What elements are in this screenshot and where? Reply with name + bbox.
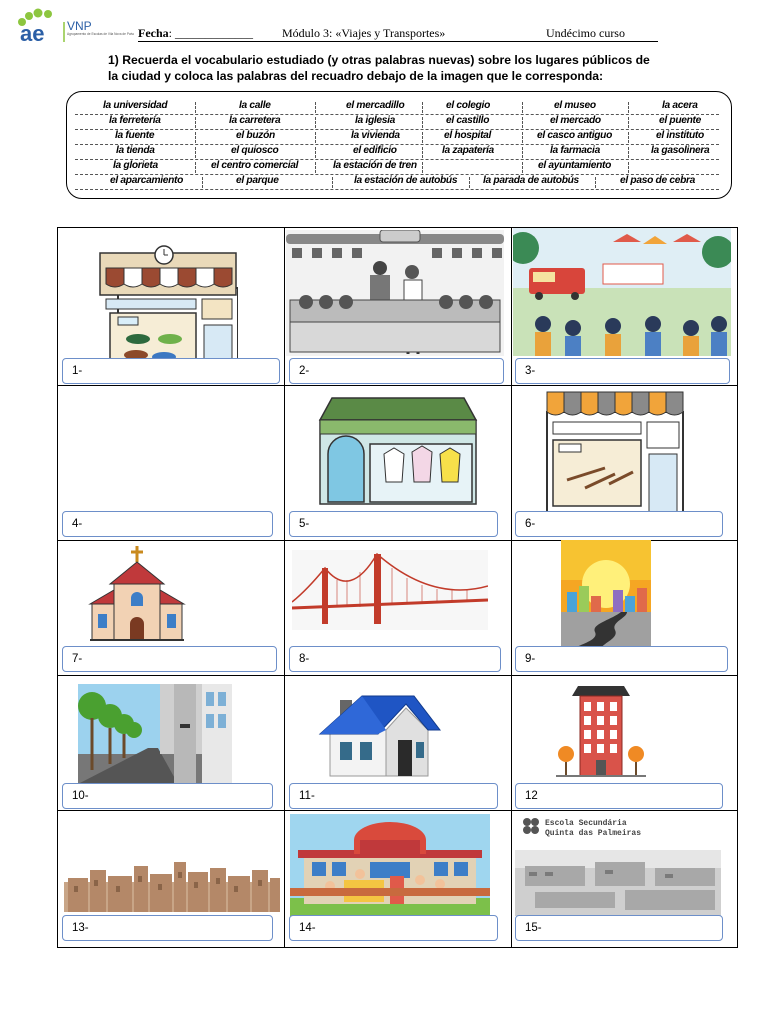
header-underline xyxy=(138,41,658,42)
answer-box-10[interactable]: 10- xyxy=(62,783,273,809)
answer-box-14[interactable]: 14- xyxy=(289,915,498,941)
logo-text: ae xyxy=(20,21,45,44)
answer-box-12[interactable]: 12 xyxy=(515,783,723,809)
course-name: Undécimo curso xyxy=(546,26,625,40)
vocabulary-word: el aparcamiento xyxy=(110,175,184,186)
school-logo xyxy=(14,8,134,44)
fecha-label: Fecha xyxy=(138,26,169,40)
vocabulary-word: el instituto xyxy=(656,130,704,141)
vocabulary-word: el hospital xyxy=(444,130,492,141)
vocabulary-separator xyxy=(195,102,196,113)
vocabulary-word: el casco antiguo xyxy=(537,130,613,141)
vocabulary-separator xyxy=(422,117,423,128)
answer-box-6[interactable]: 6- xyxy=(515,511,723,537)
logo-small: Agrupamento de Escolas de Vila Nova de Paiva xyxy=(67,32,134,36)
vocabulary-row xyxy=(75,145,719,160)
vocabulary-word: la calle xyxy=(239,100,271,111)
old-town-icon xyxy=(64,842,280,912)
vocabulary-word: la estación de tren xyxy=(333,160,417,171)
street-icon xyxy=(78,684,232,784)
vocabulary-separator xyxy=(469,177,470,188)
vocabulary-separator xyxy=(422,147,423,158)
instructions-line-1: 1) Recuerda el vocabulario estudiado (y otras palabras nuevas) sobre los lugares públicos de xyxy=(108,53,650,67)
vocabulary-separator xyxy=(315,132,316,143)
vocabulary-word: el edificio xyxy=(353,145,397,156)
vocabulary-word: la estación de autobús xyxy=(354,175,458,186)
vocabulary-separator xyxy=(522,132,523,143)
answer-box-4[interactable]: 4- xyxy=(62,511,273,537)
vocabulary-word: la parada de autobús xyxy=(483,175,579,186)
school-icon xyxy=(290,814,490,916)
vocabulary-separator xyxy=(202,177,203,188)
vocabulary-separator xyxy=(195,147,196,158)
answer-box-8[interactable]: 8- xyxy=(289,646,501,672)
vocabulary-word: el castillo xyxy=(446,115,490,126)
vocabulary-separator xyxy=(522,162,523,173)
vocabulary-word: el paso de cebra xyxy=(620,175,696,186)
vocabulary-separator xyxy=(628,102,629,113)
grid-row-divider xyxy=(58,385,737,386)
vocabulary-separator xyxy=(195,132,196,143)
vocabulary-word: la universidad xyxy=(103,100,168,111)
grid-col-divider xyxy=(284,228,285,947)
vocabulary-word: el mercadillo xyxy=(346,100,405,111)
vocabulary-separator xyxy=(628,147,629,158)
house-icon xyxy=(316,690,442,778)
vocabulary-separator xyxy=(422,102,423,113)
vocabulary-separator xyxy=(628,132,629,143)
photo-title-1: Escola Secundária xyxy=(545,819,627,828)
vocabulary-word: el buzón xyxy=(236,130,275,141)
road-icon xyxy=(561,540,651,648)
answer-box-9[interactable]: 9- xyxy=(515,646,728,672)
vocabulary-separator xyxy=(195,162,196,173)
vocabulary-separator xyxy=(315,147,316,158)
image-grid xyxy=(57,227,738,948)
vocabulary-word: la farmacia xyxy=(550,145,600,156)
bridge-icon xyxy=(292,550,488,630)
vocabulary-word: la glorieta xyxy=(113,160,158,171)
church-icon xyxy=(88,544,186,642)
hardware-store-icon xyxy=(545,388,685,515)
vocabulary-row xyxy=(75,115,719,130)
grid-row-divider xyxy=(58,675,737,676)
vocabulary-row xyxy=(75,160,719,175)
vocabulary-box xyxy=(66,91,732,199)
exercise-instructions xyxy=(108,52,678,84)
vocabulary-separator xyxy=(332,177,333,188)
vocabulary-word: la iglesia xyxy=(355,115,396,126)
vocabulary-row xyxy=(75,130,719,145)
vocabulary-separator xyxy=(522,102,523,113)
answer-box-2[interactable]: 2- xyxy=(289,358,504,384)
answer-box-3[interactable]: 3- xyxy=(515,358,730,384)
grid-row-divider xyxy=(58,810,737,811)
vocabulary-word: el ayuntamiento xyxy=(538,160,612,171)
logo-sub: VNP xyxy=(67,19,92,33)
instructions-line-2: la ciudad y coloca las palabras del recuadro debajo de la imagen que le corresponda: xyxy=(108,69,604,83)
vocabulary-row xyxy=(75,100,719,115)
vocabulary-word: el quiosco xyxy=(231,145,279,156)
vocabulary-word: el puente xyxy=(659,115,702,126)
module-title: Módulo 3: «Viajes y Transportes» xyxy=(282,26,446,40)
photo-title-2: Quinta das Palmeiras xyxy=(545,829,642,838)
vocabulary-word: el mercado xyxy=(550,115,601,126)
apartment-building-icon xyxy=(556,682,646,780)
vocabulary-word: la tienda xyxy=(116,145,155,156)
clothing-store-icon xyxy=(314,396,482,506)
vocabulary-word: la fuente xyxy=(115,130,155,141)
vocabulary-separator xyxy=(628,117,629,128)
vocabulary-separator xyxy=(422,162,423,173)
date-field xyxy=(138,26,253,41)
fecha-blank: : _____________ xyxy=(168,26,253,40)
vocabulary-word: el museo xyxy=(554,100,596,111)
vocabulary-word: la carretera xyxy=(229,115,281,126)
answer-box-15[interactable]: 15- xyxy=(515,915,723,941)
vocabulary-word: la vivienda xyxy=(351,130,400,141)
vocabulary-separator xyxy=(315,162,316,173)
vocabulary-word: la zapatería xyxy=(442,145,494,156)
answer-box-5[interactable]: 5- xyxy=(289,511,498,537)
answer-box-7[interactable]: 7- xyxy=(62,646,277,672)
street-market-icon xyxy=(513,228,731,356)
vocabulary-word: la ferretería xyxy=(109,115,161,126)
vocabulary-word: el centro comercial xyxy=(211,160,299,171)
answer-box-1[interactable]: 1- xyxy=(62,358,280,384)
vocabulary-separator xyxy=(522,117,523,128)
answer-box-11[interactable]: 11- xyxy=(289,783,498,809)
vocabulary-word: la gasolinera xyxy=(651,145,710,156)
vocabulary-separator xyxy=(195,117,196,128)
vocabulary-separator xyxy=(422,132,423,143)
vocabulary-separator xyxy=(522,147,523,158)
high-school-photo-icon xyxy=(515,812,721,916)
vocabulary-separator xyxy=(628,162,629,173)
vocabulary-row xyxy=(75,175,719,190)
vocabulary-separator xyxy=(315,117,316,128)
answer-box-13[interactable]: 13- xyxy=(62,915,273,941)
vocabulary-word: el colegio xyxy=(446,100,490,111)
market-stall-icon xyxy=(286,230,504,356)
vocabulary-separator xyxy=(595,177,596,188)
grid-col-divider xyxy=(511,228,512,947)
vocabulary-separator xyxy=(315,102,316,113)
vocabulary-word: el parque xyxy=(236,175,279,186)
vocabulary-word: la acera xyxy=(662,100,698,111)
